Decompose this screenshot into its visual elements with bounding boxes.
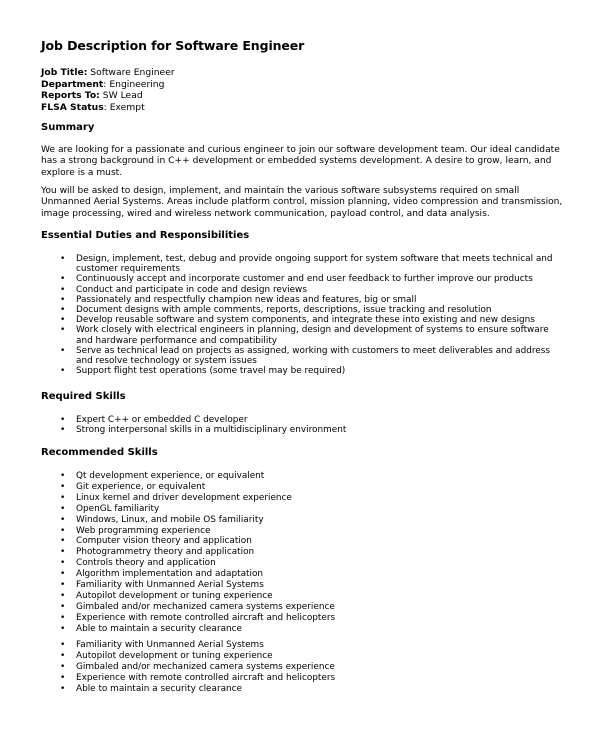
list-item: • Familiarity with Unmanned Aerial Systems <box>0 580 565 591</box>
duties-list <box>0 254 565 376</box>
job-meta <box>41 67 175 113</box>
meta-job-title: Job Title: Software Engineer <box>41 67 175 78</box>
list-item: • Computer vision theory and application <box>0 536 565 547</box>
list-item: • Passionately and respectfully champion new ideas and features, big or small <box>0 295 565 305</box>
list-item: • OpenGL familiarity <box>0 504 565 515</box>
list-item: • Continuously accept and incorporate customer and end user feedback to further improve our products <box>0 274 565 284</box>
list-item: • Web programming experience <box>0 526 565 537</box>
list-item: • Work closely with electrical engineers in planning, design and development of systems to ensure software and hardware performance and compatibility <box>0 325 565 345</box>
list-item: • Document designs with ample comments, reports, descriptions, issue tracking and resolution <box>0 305 565 315</box>
recommended-skills-list-continued <box>0 640 565 695</box>
list-item: • Experience with remote controlled aircraft and helicopters <box>0 613 565 624</box>
list-item: • Photogrammetry theory and application <box>0 547 565 558</box>
list-item: • Able to maintain a security clearance <box>0 624 565 635</box>
page-title: Job Description for Software Engineer <box>41 38 305 53</box>
meta-reports-to: Reports To: SW Lead <box>41 90 143 102</box>
list-item: • Expert C++ or embedded C developer <box>0 415 565 425</box>
meta-department: Department: Engineering <box>41 78 165 90</box>
required-skills-list <box>0 415 565 435</box>
list-item: • Serve as technical lead on projects as assigned, working with customers to meet deliverables and address and resolve technology or system issues <box>0 346 565 366</box>
list-item: • Qt development experience, or equivalent <box>0 471 565 482</box>
meta-flsa-status: FLSA Status: Exempt <box>41 101 145 113</box>
list-item: • Windows, Linux, and mobile OS familiarity <box>0 515 565 526</box>
list-item: • Gimbaled and/or mechanized camera systems experience <box>0 662 565 673</box>
list-item: • Linux kernel and driver development experience <box>0 493 565 504</box>
list-item: • Algorithm implementation and adaptation <box>0 569 565 580</box>
required-skills-heading: Required Skills <box>41 391 126 402</box>
list-item: • Familiarity with Unmanned Aerial Systems <box>0 640 565 651</box>
list-item: • Conduct and participate in code and design reviews <box>0 285 565 295</box>
list-item: • Git experience, or equivalent <box>0 482 565 493</box>
list-item: • Experience with remote controlled aircraft and helicopters <box>0 673 565 684</box>
list-item: • Strong interpersonal skills in a multidisciplinary environment <box>0 425 565 435</box>
list-item: • Controls theory and application <box>0 558 565 569</box>
list-item: • Gimbaled and/or mechanized camera systems experience <box>0 602 565 613</box>
summary-paragraph-1: We are looking for a passionate and curious engineer to join our software development team. Our ideal candidate has a strong background in C++ development or embedded systems development. A desire to grow, learn, and explore is a must. <box>41 145 560 178</box>
list-item: • Autopilot development or tuning experience <box>0 591 565 602</box>
summary-heading: Summary <box>41 122 95 133</box>
duties-heading: Essential Duties and Responsibilities <box>41 230 250 241</box>
list-item: • Develop reusable software and system components, and integrate these into existing and new designs <box>0 315 565 325</box>
list-item: • Design, implement, test, debug and provide ongoing support for system software that meets technical and customer requirements <box>0 254 565 274</box>
recommended-skills-list <box>0 471 565 635</box>
list-item: • Autopilot development or tuning experience <box>0 651 565 662</box>
list-item: • Support flight test operations (some travel may be required) <box>0 366 565 376</box>
summary-paragraph-2: You will be asked to design, implement, and maintain the various software subsystems required on small Unmanned Aerial Systems. Areas include platform control, mission planning, video compression and transmission, image processing, wired and wireless network communication, payload control, and data analysis. <box>41 186 563 219</box>
recommended-skills-heading: Recommended Skills <box>41 447 158 458</box>
list-item: • Able to maintain a security clearance <box>0 684 565 695</box>
